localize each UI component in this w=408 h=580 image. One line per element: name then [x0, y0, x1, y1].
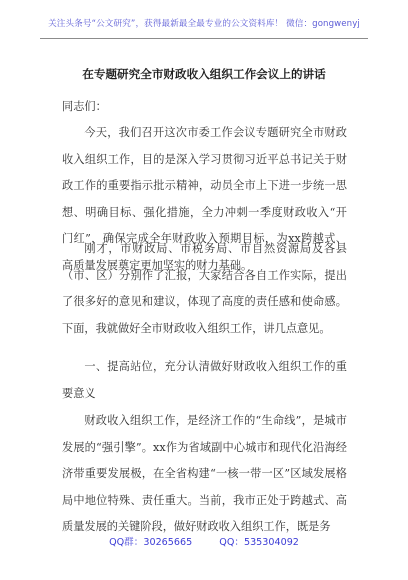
- promo-banner: 关注头条号“公文研究”，获得最新最全最专业的公文资料库！ 微信：gongwenyj: [48, 19, 360, 29]
- contact-footer: [0, 534, 408, 548]
- body-paragraph: 今天，我们召开这次市委工作会议专题研究全市财政收入组织工作，目的是深入学习贯彻习近平总书记关于财政工作的重要指示批示精神，动员全市上下进一步统一思想、明确目标、强化措施，全力冲刺一季度财政收入“开门红”，确保完成全年财政收入预期目标，为xx跨越式、高质量发展奠定更加坚实的财力基础。: [62, 126, 347, 272]
- document-title: 在专题研究全市财政收入组织工作会议上的讲话: [82, 67, 326, 81]
- qq-group-text: QQ群：30265665: [109, 537, 193, 548]
- section-heading: 一、提高站位，充分认清做好财政收入组织工作的重要意义: [62, 360, 347, 400]
- body-paragraph: 财政收入组织工作，是经济工作的“生命线”，是城市发展的“强引擎”。xx作为省域副中心城市和现代化沿海经济带重要发展极，在全省构建“一核一带一区”区域发展格局中地位特殊、责任重大。当前，我市正处于跨越式、高质量发展的关键阶段，做好财政收入组织工作，既是务: [62, 414, 347, 534]
- salutation: 同志们：: [62, 100, 107, 113]
- qq-contact-text: QQ：535304092: [219, 537, 299, 548]
- header-divider: [40, 38, 368, 39]
- body-paragraph: 刚才，市财政局、市税务局、市自然资源局及各县（市、区）分别作了汇报，大家结合各自工作实际，提出了很多好的意见和建议，体现了高度的责任感和使命感。下面，我就做好全市财政收入组织工作，讲几点意见。: [62, 242, 347, 335]
